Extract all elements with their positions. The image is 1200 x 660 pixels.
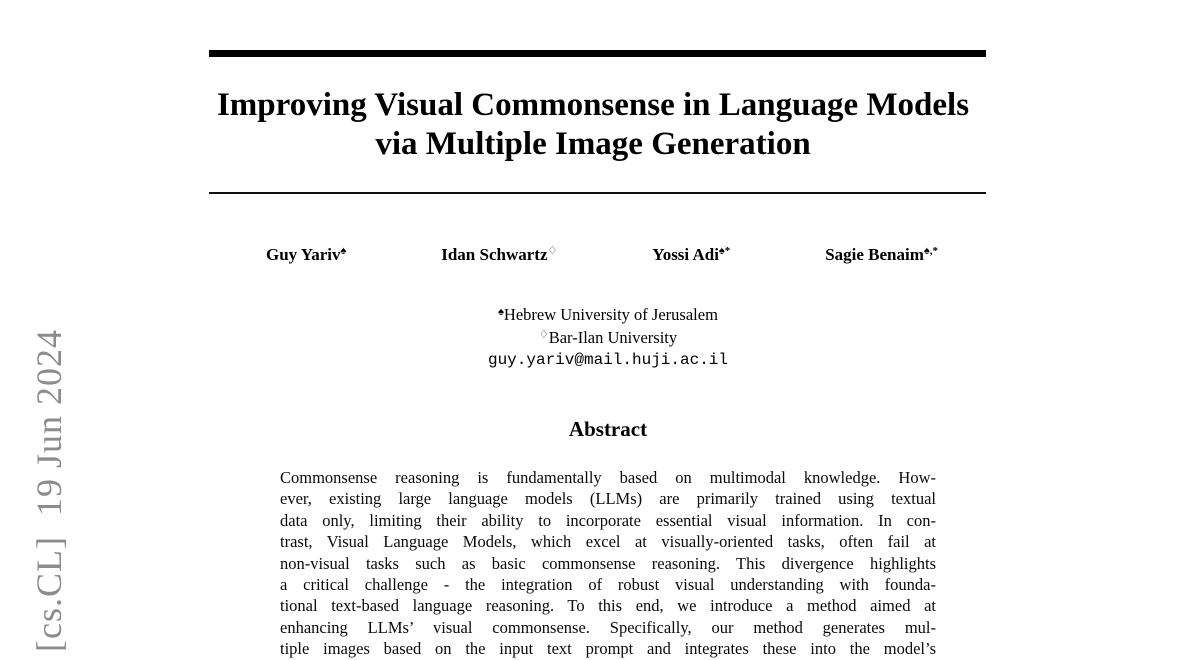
affiliation-block [280, 304, 936, 372]
author-row [266, 245, 938, 265]
abstract-line: a critical challenge - the integration of robust visual understanding with founda- [280, 575, 936, 595]
author-idan-schwartz [441, 245, 557, 265]
paper-title-line-2: via Multiple Image Generation [375, 126, 811, 162]
author-affiliation-mark: ♠* [718, 245, 731, 257]
author-affiliation-mark: ♠,* [923, 245, 938, 257]
affiliation-bar-ilan-university [280, 327, 936, 350]
arxiv-category-date-stamp: [cs.CL] 19 Jun 2024 [29, 329, 69, 652]
affiliation-name: Bar-Ilan University [548, 327, 678, 347]
abstract-text [280, 467, 936, 660]
paper-title [200, 86, 986, 164]
abstract-line: enhancing LLMs’ visual commonsense. Specifically, our method generates mul- [280, 617, 936, 637]
author-sagie-benaim [825, 245, 938, 265]
paper-title-line-1: Improving Visual Commonsense in Language Models [216, 87, 970, 123]
title-rule-top [209, 50, 986, 57]
author-yossi-adi [652, 245, 730, 265]
title-rule-bottom [209, 192, 986, 194]
author-guy-yariv [266, 245, 346, 265]
author-affiliation-mark: ♢ [547, 245, 558, 257]
abstract-line: tiple images based on the input text prompt and integrates these into the model’s [280, 639, 936, 659]
author-name: Sagie Benaim [825, 245, 924, 264]
abstract-line: trast, Visual Language Models, which excel at visually-oriented tasks, often fail at [280, 532, 936, 552]
abstract-line: Commonsense reasoning is fundamentally based on multimodal knowledge. How- [280, 468, 936, 487]
author-name: Idan Schwartz [441, 245, 548, 264]
abstract-heading: Abstract [568, 417, 648, 441]
author-name: Yossi Adi [652, 245, 719, 264]
affiliation-mark: ♢ [538, 328, 549, 341]
author-affiliation-mark: ♠ [340, 245, 347, 257]
affiliation-mark: ♠ [498, 306, 504, 318]
abstract-line: non-visual tasks such as basic commonsense reasoning. This divergence highlights [280, 553, 936, 573]
contact-email: guy.yariv@mail.huji.ac.il [487, 351, 729, 369]
abstract-line: ever, existing large language models (LLMs) are primarily trained using textual [280, 489, 936, 509]
affiliation-name: Hebrew University of Jerusalem [503, 305, 718, 324]
abstract-line: data only, limiting their ability to incorporate essential visual information. In con- [280, 510, 936, 530]
affiliation-hebrew-university [280, 304, 936, 327]
abstract-line: tional text-based language reasoning. To this end, we introduce a method aimed at [280, 596, 936, 616]
author-name: Guy Yariv [266, 245, 341, 264]
